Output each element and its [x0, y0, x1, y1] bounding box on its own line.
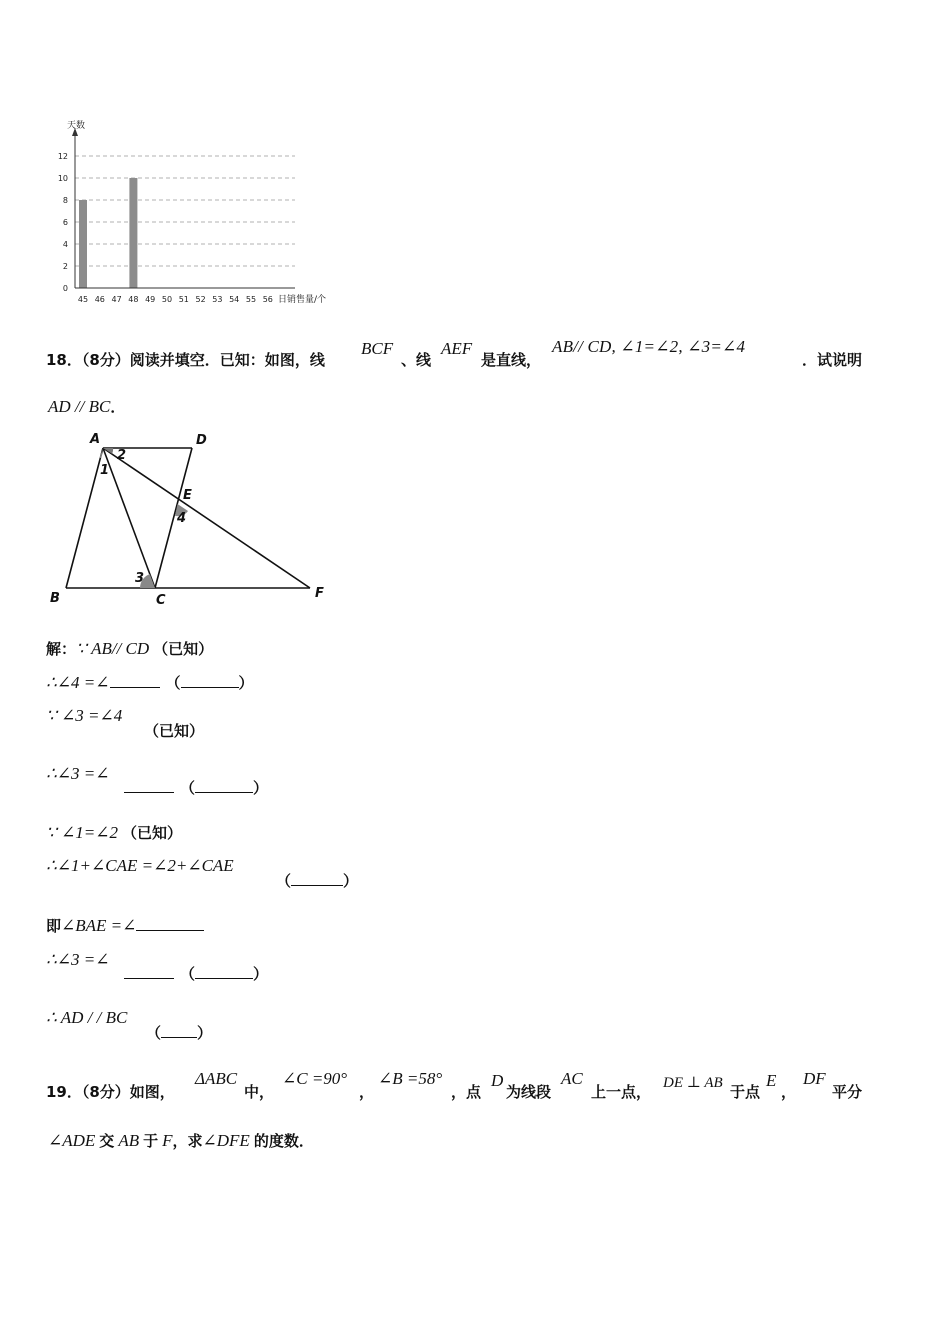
- x-tick-label: 46: [94, 295, 105, 304]
- q18-step3-math: ∵ ∠3 =∠4: [46, 706, 123, 725]
- q19-perp: DE ⊥ AB: [663, 1075, 723, 1091]
- q18-step-1: [46, 638, 213, 659]
- q18-step3-reason: （已知）: [144, 722, 205, 740]
- sales-bar-chart: [40, 112, 340, 312]
- x-tick-label: 53: [212, 295, 223, 304]
- q18-goal: [48, 396, 125, 417]
- q18-step4-math: ∴∠3 =∠: [46, 764, 110, 783]
- q18-step4-blank-angle[interactable]: [124, 778, 174, 793]
- chart-y-tick-labels: [58, 152, 68, 293]
- angle-label-3: 3: [135, 571, 145, 586]
- q19-yudian: 于点: [730, 1083, 761, 1101]
- x-tick-label: 45: [77, 295, 89, 304]
- q18-step7-ji: 即: [46, 917, 62, 935]
- y-tick-label: 12: [57, 152, 68, 161]
- q18-step8-blank-reason[interactable]: [195, 964, 253, 979]
- y-tick-label: 10: [57, 174, 68, 183]
- point-label-d: D: [196, 433, 207, 448]
- q18-step8-blank-angle[interactable]: [124, 964, 174, 979]
- q19-angle-ade: ∠ADE: [48, 1131, 96, 1150]
- q19-angle-b: ∠B =58°: [378, 1069, 443, 1088]
- q18-statement-line1: [46, 337, 886, 373]
- q19-angle-dfe: ∠DFE: [202, 1131, 250, 1150]
- x-tick-label: 54: [229, 295, 240, 304]
- point-label-b: B: [50, 591, 60, 606]
- q18-step-3: [46, 706, 246, 740]
- q19-angle-c: ∠C =90°: [282, 1069, 348, 1088]
- q19-zhong: 中，: [244, 1083, 275, 1101]
- q19-statement-line2: ∠ADE 交 AB 于 F，求∠DFE 的度数．: [48, 1131, 314, 1150]
- x-tick-label: 48: [128, 295, 139, 304]
- q18-step6-math: ∴∠1+∠CAE =∠2+∠CAE: [46, 856, 234, 875]
- q19-shang: 上一点，: [591, 1083, 652, 1101]
- q19-point-f: F: [162, 1131, 173, 1150]
- q18-goal-math: AD // BC: [48, 397, 111, 416]
- y-tick-label: 0: [62, 284, 68, 293]
- bar-45: [79, 200, 87, 288]
- q19-dian: ，点: [451, 1083, 482, 1101]
- x-tick-label: 52: [195, 295, 206, 304]
- x-tick-label: 55: [245, 295, 257, 304]
- q18-figure: [40, 425, 340, 610]
- q18-step2-math: ∴∠4 =∠: [46, 673, 110, 692]
- q19-segment-ac: AC: [561, 1069, 583, 1088]
- q18-step1-reason: （已知）: [153, 640, 214, 658]
- chart-bars: [79, 178, 137, 288]
- y-tick-label: 8: [62, 196, 68, 205]
- q18-step9-blank-reason[interactable]: [161, 1023, 197, 1038]
- q18-step-9: ∴ AD / / BC （ ）: [46, 1008, 213, 1042]
- q18-step-7: [46, 915, 204, 936]
- q18-step4-blank-reason[interactable]: [195, 778, 253, 793]
- angle-label-1: 1: [100, 463, 110, 478]
- q19-triangle: ΔABC: [195, 1069, 238, 1088]
- q19-segment-df: DF: [803, 1069, 826, 1088]
- q18-step8-math: ∴∠3 =∠: [46, 950, 110, 969]
- q18-jie: 解：: [46, 640, 77, 658]
- q18-sep: 、线: [401, 351, 432, 369]
- point-label-f: F: [315, 586, 324, 601]
- q18-tail: ．试说明: [802, 351, 863, 369]
- angle-label-2: 2: [117, 448, 127, 463]
- point-label-e: E: [183, 488, 192, 503]
- point-label-c: C: [156, 593, 166, 608]
- q18-step-6: ∴∠1+∠CAE =∠2+∠CAE （ ）: [46, 856, 359, 890]
- q18-conditions: AB// CD, ∠1=∠2, ∠3=∠4: [552, 337, 746, 356]
- chart-y-axis-label: 天数: [67, 121, 86, 131]
- x-tick-label: 49: [145, 295, 156, 304]
- chart-x-axis-label: 日销售量/个: [278, 295, 327, 305]
- x-tick-label: 47: [111, 295, 122, 304]
- chart-axes: [72, 128, 295, 288]
- q18-line-aef: AEF: [441, 339, 473, 358]
- y-tick-label: 4: [62, 240, 68, 249]
- q18-step7-math: ∠BAE =∠: [61, 916, 137, 935]
- q19-pingfen: 平分: [832, 1083, 863, 1101]
- q18-step7-blank-angle[interactable]: [136, 916, 204, 931]
- x-tick-label: 51: [178, 295, 189, 304]
- point-label-a: A: [90, 432, 101, 447]
- q18-step-5: [46, 822, 182, 843]
- angle-label-4: 4: [177, 511, 187, 526]
- q18-step-8: ∴∠3 =∠ （ ）: [46, 950, 269, 983]
- q19-wei: 为线段: [506, 1083, 552, 1101]
- chart-gridlines: [75, 156, 295, 266]
- y-tick-label: 2: [62, 262, 68, 271]
- q18-step2-blank-reason[interactable]: [181, 673, 239, 688]
- q18-lead: 18．（8分）阅读并填空．已知：如图，线: [46, 351, 325, 369]
- x-tick-label: 56: [262, 295, 273, 304]
- y-tick-label: 6: [62, 218, 68, 227]
- q18-step9-math: ∴ AD / / BC: [46, 1008, 128, 1027]
- x-tick-label: 50: [161, 295, 173, 304]
- q18-line-bcf: BCF: [361, 339, 394, 358]
- q18-step5-math: ∵ ∠1=∠2: [46, 823, 119, 842]
- bar-48: [129, 178, 137, 288]
- q19-segment-ab: AB: [118, 1131, 140, 1150]
- q19-point-e: E: [766, 1071, 777, 1090]
- q19-statement-line1: 19．（8分）如图， ΔABC 中， ∠C =90° ， ∠B =58° ，点 D 为线段 AC 上一点， DE ⊥ AB 于点 E ， DF 平分: [46, 1069, 863, 1101]
- q18-step6-blank-reason[interactable]: [291, 871, 343, 886]
- q18-is-line: 是直线，: [481, 351, 542, 369]
- q18-step1-math: ∵ AB// CD: [76, 639, 150, 658]
- q18-step-2: ∴∠4 =∠ （ ）: [46, 673, 254, 692]
- chart-x-tick-labels: [78, 295, 273, 304]
- q18-goal-dot: ．: [110, 398, 126, 416]
- q19-point-d: D: [491, 1071, 504, 1090]
- q18-step5-reason: （已知）: [122, 824, 183, 842]
- q18-step-4: ∴∠3 =∠ （ ）: [46, 764, 269, 797]
- q18-step2-blank-angle[interactable]: [110, 673, 160, 688]
- q19-lead: 19．（8分）如图，: [46, 1083, 175, 1101]
